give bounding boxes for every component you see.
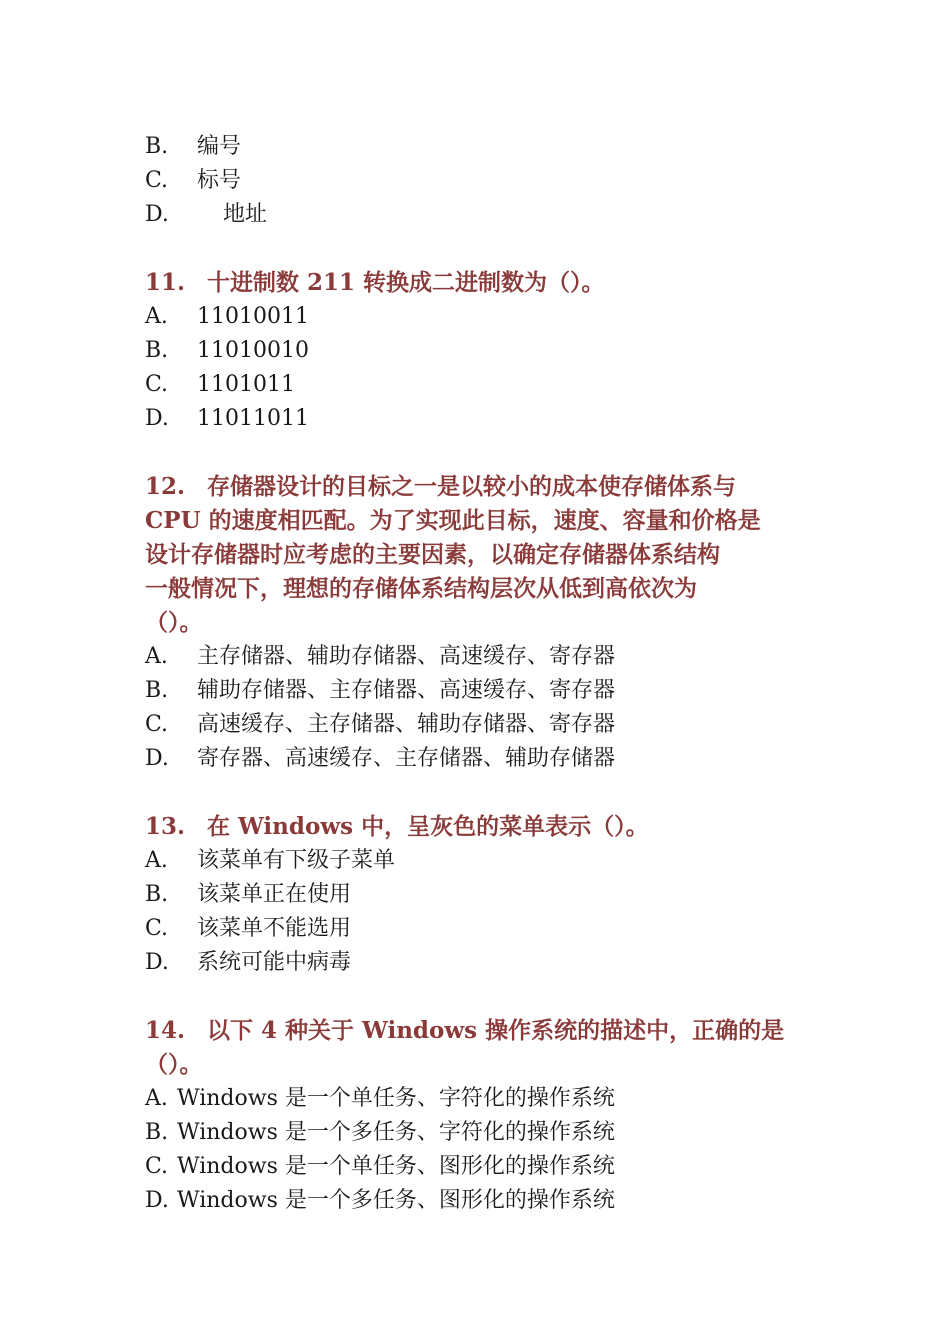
option-a: A. Windows 是一个单任务、字符化的操作系统	[145, 1086, 615, 1111]
question-12	[145, 470, 825, 776]
option-b: B. Windows 是一个多任务、字符化的操作系统	[145, 1120, 615, 1145]
question-11-title: 11. 十进制数 211 转换成二进制数为（）。	[145, 269, 605, 296]
option-b: B. 11010010	[145, 338, 309, 363]
question-14-title: 14. 以下 4 种关于 Windows 操作系统的描述中，正确的是	[145, 1017, 785, 1044]
question-14	[145, 1014, 825, 1218]
option-c: C. 高速缓存、主存储器、辅助存储器、寄存器	[145, 712, 616, 737]
option-c: C. 该菜单不能选用	[145, 916, 352, 941]
question-14-title-line2: （）。	[145, 1051, 203, 1078]
document-page	[145, 130, 825, 1218]
question-13-title: 13. 在 Windows 中，呈灰色的菜单表示（）。	[145, 813, 649, 840]
option-d: D. 11011011	[145, 406, 309, 431]
question-12-title: 12. 存储器设计的目标之一是以较小的成本使存储体系与	[145, 473, 736, 500]
question-12-title-line5: （）。	[145, 609, 203, 636]
option-a: A. 该菜单有下级子菜单	[145, 848, 396, 873]
option-c: C. 标号	[145, 168, 242, 193]
option-d: D. 系统可能中病毒	[145, 950, 352, 975]
question-10-options	[145, 130, 825, 232]
option-b: B. 该菜单正在使用	[145, 882, 352, 907]
question-13	[145, 810, 825, 980]
option-c: C. Windows 是一个单任务、图形化的操作系统	[145, 1154, 615, 1179]
question-12-title-line3: 设计存储器时应考虑的主要因素，以确定存储器体系结构	[145, 541, 720, 568]
option-d: D. Windows 是一个多任务、图形化的操作系统	[145, 1188, 615, 1213]
option-b: B. 编号	[145, 134, 242, 159]
question-12-title-line4: 一般情况下，理想的存储体系结构层次从低到高依次为	[145, 575, 697, 602]
option-a: A. 主存储器、辅助存储器、高速缓存、寄存器	[145, 644, 616, 669]
question-11	[145, 266, 825, 436]
option-c: C. 1101011	[145, 372, 295, 397]
option-b: B. 辅助存储器、主存储器、高速缓存、寄存器	[145, 678, 616, 703]
option-d: D. 寄存器、高速缓存、主存储器、辅助存储器	[145, 746, 616, 771]
option-a: A. 11010011	[145, 304, 309, 329]
question-12-title-line2: CPU 的速度相匹配。为了实现此目标，速度、容量和价格是	[145, 507, 761, 534]
option-d: D. 地址	[145, 202, 268, 227]
